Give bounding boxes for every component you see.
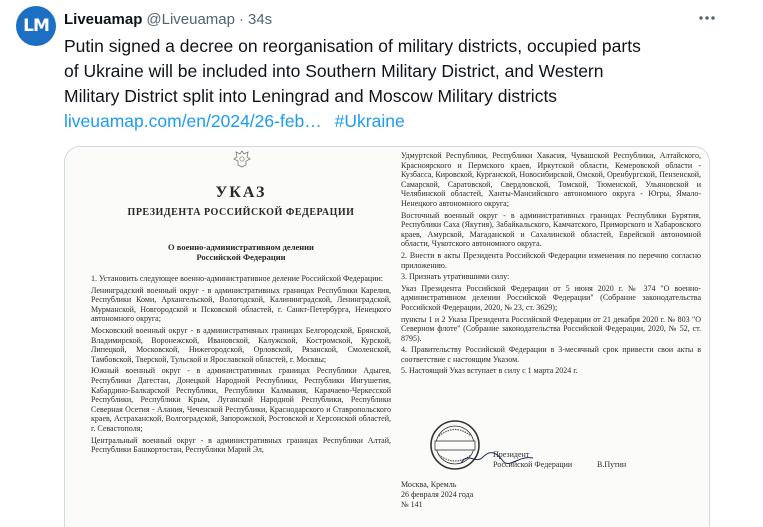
- decree-paragraph: 2. Внести в акты Президента Российской Федерации изменения по перечню согласно приложению.: [401, 250, 701, 270]
- tweet-text-line: Putin signed a decree on reorganisation of military districts, occupied parts: [64, 36, 641, 56]
- subject-line: Российской Федерации: [196, 252, 286, 262]
- number-line: № 141: [401, 500, 423, 509]
- decree-subject: [91, 242, 391, 262]
- decree-paragraph: пункты 1 и 2 Указа Президента Российской Федерации от 21 декабря 2020 г. № 803 "О Северном флоте" (Собрание законодательства Российской Федерации, 2020, № 52, ст. 8795).: [401, 314, 701, 343]
- subject-line: О военно-административном делении: [168, 242, 314, 252]
- signature-title-line: Российской Федерации: [493, 460, 573, 469]
- left-paragraphs: [91, 274, 391, 457]
- tweet-text-line: of Ukraine will be included into Southern Military District, and Western: [64, 61, 604, 81]
- separator-dot: ·: [238, 10, 244, 28]
- tweet-media-image[interactable]: [64, 146, 710, 527]
- tweet-links: [64, 109, 405, 134]
- decree-paragraph: 3. Признать утратившими силу:: [401, 272, 510, 282]
- decree-paragraph: Центральный военный округ - в административных границах Республики Алтай, Республики Башкортостан, Республики Марий Эл,: [91, 435, 391, 455]
- signature-title-line: Президент: [493, 450, 530, 459]
- decree-subtitle: ПРЕЗИДЕНТА РОССИЙСКОЙ ФЕДЕРАЦИИ: [127, 207, 355, 218]
- signer-name: В.Путин: [597, 460, 627, 469]
- document-right-page: [401, 151, 701, 527]
- signature-title: [493, 450, 572, 470]
- avatar-logo: LM: [23, 16, 49, 36]
- decree-paragraph: Указ Президента Российской Федерации от 5 июня 2020 г. № 374 "О военно-административном делении Российской Федерации" (Собрание законодательства Российской Федерации, 2020, № 23, ст. 3629);: [401, 283, 701, 312]
- decree-paragraph: Ленинградский военный округ - в административных границах Республики Карелия, Республики Коми, Архангельской, Вологодской, Калининградской, Ленинградской, Мурманской, Новгородской и Псковской областей, г. Санкт-Петербурга, Ненецкого автономного округа;: [91, 285, 391, 324]
- author-handle[interactable]: @Liveuamap: [146, 10, 235, 28]
- decree-paragraph: Удмуртской Республики, Республики Хакасия, Чувашской Республики, Алтайского, Красноярского и Пермского краев, Иркутской области, Кемеровской области - Кузбасса, Кировской, Курганской, Новосибирской, Омской, Оренбургской, Пензенской, Самарской, Саратовской, Свердловской, Томской, Тюменской, Ульяновской и Челябинской областей, Ханты-Мансийского автономного округа - Югры, Ямало-Ненецкого автономного округа;: [401, 151, 701, 208]
- decree-document: [65, 147, 710, 527]
- tweet-text-line: Military District split into Leningrad and Moscow Military districts: [64, 86, 558, 106]
- tweet-header: [64, 8, 272, 30]
- decree-paragraph: Московский военный округ - в административных границах Белгородской, Брянской, Владимирской, Воронежской, Ивановской, Калужской, Костромской, Курской, Липецкой, Московской, Нижегородской, Орловской, Рязанской, Смоленской, Тамбовской, Тверской, Тульской и Ярославской областей, г. Москвы;: [91, 325, 391, 364]
- author-name[interactable]: Liveuamap: [64, 10, 143, 28]
- coat-of-arms-icon: [231, 149, 253, 169]
- decree-paragraph: Восточный военный округ - в административных границах Республики Бурятия, Республики Саха (Якутия), Забайкальского, Камчатского, Приморского и Хабаровского краев, Амурской, Магаданской и Сахалинской областей, Еврейской автономной области, Чукотского автономного округа.: [401, 210, 701, 249]
- decree-paragraph: 4. Правительству Российской Федерации в 3-месячный срок привести свои акты в соответствие с настоящим Указом.: [401, 345, 701, 364]
- decree-paragraph: Южный военный округ - в административных границах Республики Адыгея, Республики Дагестан, Донецкой Народной Республики, Республики Ингушетия, Кабардино-Балкарской Республики, Республики Калмыкия, Карачаево-Черкесской Республики, Республики Крым, Луганской Народной Республики, Республики Северная Осетия - Алания, Чеченской Республики, Краснодарского и Ставропольского краев, Астраханской, Волгоградской, Запорожской, Ростовской и Херсонской областей, г. Севастополя;: [91, 366, 391, 433]
- decree-place-date: [401, 480, 473, 510]
- avatar[interactable]: [16, 6, 56, 46]
- right-paragraphs: [401, 151, 701, 376]
- decree-paragraph: 5. Настоящий Указ вступает в силу с 1 марта 2024 г.: [401, 366, 578, 376]
- decree-paragraph: 1. Установить следующее военно-административное деление Российской Федерации:: [91, 274, 383, 283]
- place-line: Москва, Кремль: [401, 480, 457, 489]
- tweet-text: [64, 34, 744, 109]
- more-horizontal-icon[interactable]: [695, 8, 719, 28]
- hashtag-link[interactable]: #Ukraine: [334, 111, 405, 131]
- date-line: 26 февраля 2024 года: [401, 490, 474, 499]
- timestamp[interactable]: 34s: [247, 10, 273, 28]
- article-link[interactable]: liveuamap.com/en/2024/26-feb…: [64, 111, 322, 131]
- document-left-page: [91, 147, 391, 527]
- more-dots-glyph: [698, 15, 716, 21]
- decree-title: УКАЗ: [215, 184, 267, 201]
